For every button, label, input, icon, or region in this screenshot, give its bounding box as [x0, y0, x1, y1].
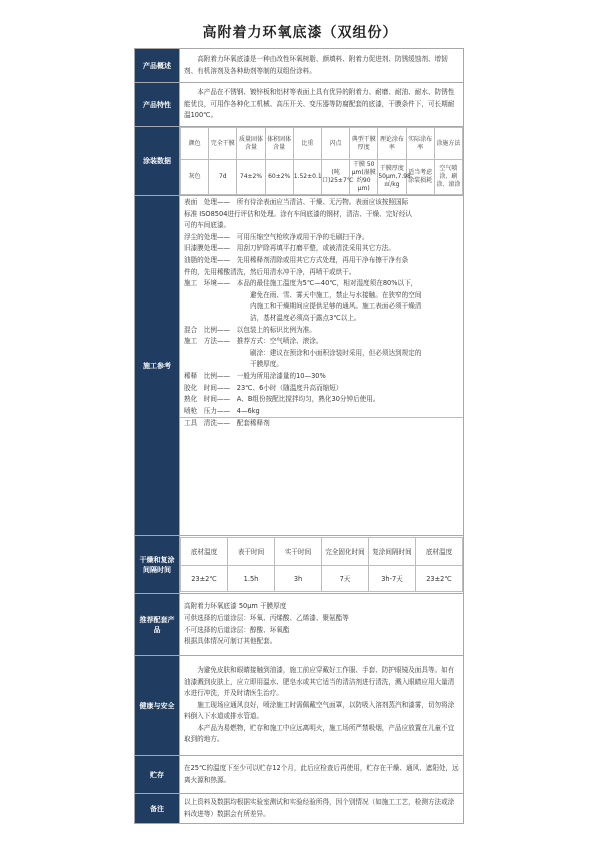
safety-paragraph: 本产品为易燃物，贮存和施工中应远离明火，施工场所严禁吸烟，产品应放置在儿童不宜取到的地方。 — [184, 723, 455, 744]
coating-value: 适当考虑涂装损耗 — [406, 160, 434, 195]
coating-value: 灰色 — [181, 160, 209, 195]
row-overview — [135, 49, 464, 83]
construction-line: 工具 清洗—— 配套稀释剂 — [180, 417, 463, 430]
drying-value: 3h-7天 — [369, 566, 416, 592]
drying-header: 实干时间 — [275, 538, 322, 566]
drying-header-row — [181, 538, 463, 566]
row-remarks — [135, 794, 464, 824]
coating-header-row — [181, 128, 463, 160]
coating-value: 干膜厚度50μm,7.98㎡/kg — [378, 160, 406, 195]
construction-line: 胶化 时间—— 23℃、6小时（随温度升高而缩短） — [184, 383, 343, 392]
drying-header: 表干时间 — [228, 538, 275, 566]
drying-table — [180, 537, 463, 592]
matching-line: 不可选择的后道涂层：醇酸、环氧酯 — [184, 625, 290, 634]
safety-text — [180, 656, 464, 756]
matching-text — [180, 594, 464, 656]
row-safety — [135, 656, 464, 756]
label-construction: 施工参考 — [135, 196, 180, 536]
spec-table — [134, 48, 464, 824]
safety-paragraph: 施工现场应通风良好，喷涂施工时需佩戴空气面罩，以防吸入溶剂蒸汽和漆雾，切勿将涂料倒入下水道或排水管道。 — [184, 700, 455, 721]
coating-value: 60±2% — [265, 160, 293, 195]
coating-value: 74±2% — [237, 160, 265, 195]
label-storage: 贮存 — [135, 756, 180, 794]
coating-header: 理论涂布率 — [378, 128, 406, 160]
row-coating — [135, 127, 464, 196]
coating-header: 闪点 — [321, 128, 349, 160]
coating-header: 实际涂布率 — [406, 128, 434, 160]
row-drying — [135, 536, 464, 594]
remarks-text: 以上资料及数据均根据实验室测试和实验经验所得，因个别情况（如施工工艺，检测方法或涂料改进等）数据会有所差异。 — [180, 794, 464, 824]
construction-text — [180, 196, 464, 536]
storage-text: 在25℃的温度下至少可以贮存12个月，此后应检查后再使用，贮存在干燥、通风、遮阳处，远离火源和热源。 — [180, 756, 464, 794]
label-drying: 干燥和复涂间隔时间 — [135, 536, 180, 594]
construction-line: 熟化 时间—— A、B组份按配比搅拌均匀，熟化30分钟后使用。 — [184, 395, 380, 404]
page-title: 高附着力环氧底漆（双组份） — [202, 25, 398, 41]
coating-header: 比重 — [293, 128, 321, 160]
row-matching — [135, 594, 464, 656]
construction-line: 施工 环境—— 本品的最佳施工温度为5℃—40℃，相对湿度须在80%以下， — [184, 279, 418, 288]
surface-line: 表面 处理—— 所有待涂表面应当清洁、干燥、无污物。表面应该按照国际 — [184, 198, 409, 206]
surface-line: 可的车间底漆。 — [184, 221, 231, 230]
drying-header: 完全固化时间 — [322, 538, 369, 566]
construction-line: 旧漆膜处理—— 用刮刀铲除再填平打磨平整，或被清洗采用其它方法。 — [184, 244, 395, 253]
construction-line: 干膜厚度。 — [250, 360, 283, 369]
drying-header: 复涂间隔时间 — [369, 538, 416, 566]
coating-value-row — [181, 160, 463, 195]
coating-header: 颜色 — [181, 128, 209, 160]
matching-line: 高附着力环氧底漆 50μm 干膜厚度 — [184, 602, 287, 611]
construction-line: 油脂的处理—— 先用稀释剂清除或用其它方式处理，再用干净布擦干净有条 — [184, 255, 409, 264]
label-matching: 推荐配套产品 — [135, 594, 180, 656]
construction-line: 稀释 比例—— 一般为所用涂漆量的10—30% — [184, 371, 326, 380]
matching-line: 可供选择的后道涂层：环氧、丙烯酸、乙烯漆、聚氨酯等 — [184, 613, 349, 622]
construction-line: 洁，基材温度必须高于露点3℃以上。 — [250, 313, 361, 322]
coating-header: 典型干膜厚度 — [350, 128, 378, 160]
drying-value: 1.5h — [228, 566, 275, 592]
construction-line: 喷枪 压力—— 4—6kg — [184, 406, 260, 415]
row-construction — [135, 196, 464, 536]
surface-line: 标准 ISO8504进行评估和处理。涂有车间底漆的钢材，清洁、干燥、完好经认 — [184, 209, 413, 218]
drying-data — [180, 536, 464, 594]
drying-value: 23±2℃ — [181, 566, 228, 592]
construction-line: 避免在雨、雪、雾天中施工，禁止与水接触。在狭窄的空间 — [250, 290, 422, 299]
overview-text: 高附着力环氧底漆是一种由改性环氧树脂、颜填料、附着力促进剂、防锈缓蚀剂、增韧剂、有机溶剂及各种助剂等制的双组份涂料。 — [180, 49, 464, 83]
coating-header: 质量固体含量 — [237, 128, 265, 160]
safety-paragraph: 为避免皮肤和眼睛接触到油漆，施工前应穿戴好工作服、手套、防护眼镜及面具等。如有油漆溅到皮肤上，应立即用温水、肥皂水或其它适当的清洁剂进行清洗，溅入眼睛应用大量清水进行冲洗，并及时请医生治疗。 — [184, 665, 455, 698]
label-remarks: 备注 — [135, 794, 180, 824]
label-coating: 涂装数据 — [135, 127, 180, 196]
drying-header: 底材温度 — [181, 538, 228, 566]
drying-header: 底材温度 — [416, 538, 463, 566]
label-features: 产品特性 — [135, 83, 180, 127]
coating-value: 1.52±0.1 — [293, 160, 321, 195]
construction-line: 施工 方法—— 推荐方式：空气喷涂、滚涂。 — [184, 337, 323, 346]
coating-value: 干膜 50 μm(湿膜约90 μm) — [350, 160, 378, 195]
coating-value: 空气喷涂、刷涂、滚涂 — [434, 160, 462, 195]
coating-value: 7d — [209, 160, 237, 195]
coating-header: 完全干膜 — [209, 128, 237, 160]
row-storage — [135, 756, 464, 794]
construction-line: 件的，先用稀酸清洗，然后用清水冲干净，再喷干或烘干。 — [184, 267, 356, 276]
construction-line: 内施工和干燥期间应提供足够的通风。施工表面必须干燥清 — [250, 302, 422, 311]
coating-data — [180, 127, 464, 196]
row-features — [135, 83, 464, 127]
construction-line: 刷涂：建议在预涂和小面积涂装时采用，但必须达到规定的 — [250, 348, 422, 357]
construction-line: 混合 比例—— 以包装上的标识比例为准。 — [184, 325, 316, 334]
matching-line: 根据具体情况可制订其他配套。 — [184, 637, 277, 646]
coating-table — [180, 127, 463, 195]
construction-line: 浮尘的处理—— 可用压缩空气枪吹净或用干净的毛刷扫干净。 — [184, 232, 369, 241]
coating-header: 体积固体含量 — [265, 128, 293, 160]
drying-value: 23±2℃ — [416, 566, 463, 592]
drying-value: 3h — [275, 566, 322, 592]
features-text: 本产品在不锈钢、镀锌板和铝材等表面上具有优异的附着力、耐磨、耐油、耐水、防锈性能优良，可用作各种化工机械、高压开关、变压器等防腐配套的底漆，干膜条件下，可长期耐温100℃。 — [180, 83, 464, 127]
drying-value-row — [181, 566, 463, 592]
coating-value: (吨口)25±7℃ — [321, 160, 349, 195]
label-overview: 产品概述 — [135, 49, 180, 83]
label-safety: 健康与安全 — [135, 656, 180, 756]
coating-header: 涂施方法 — [434, 128, 462, 160]
drying-value: 7天 — [322, 566, 369, 592]
